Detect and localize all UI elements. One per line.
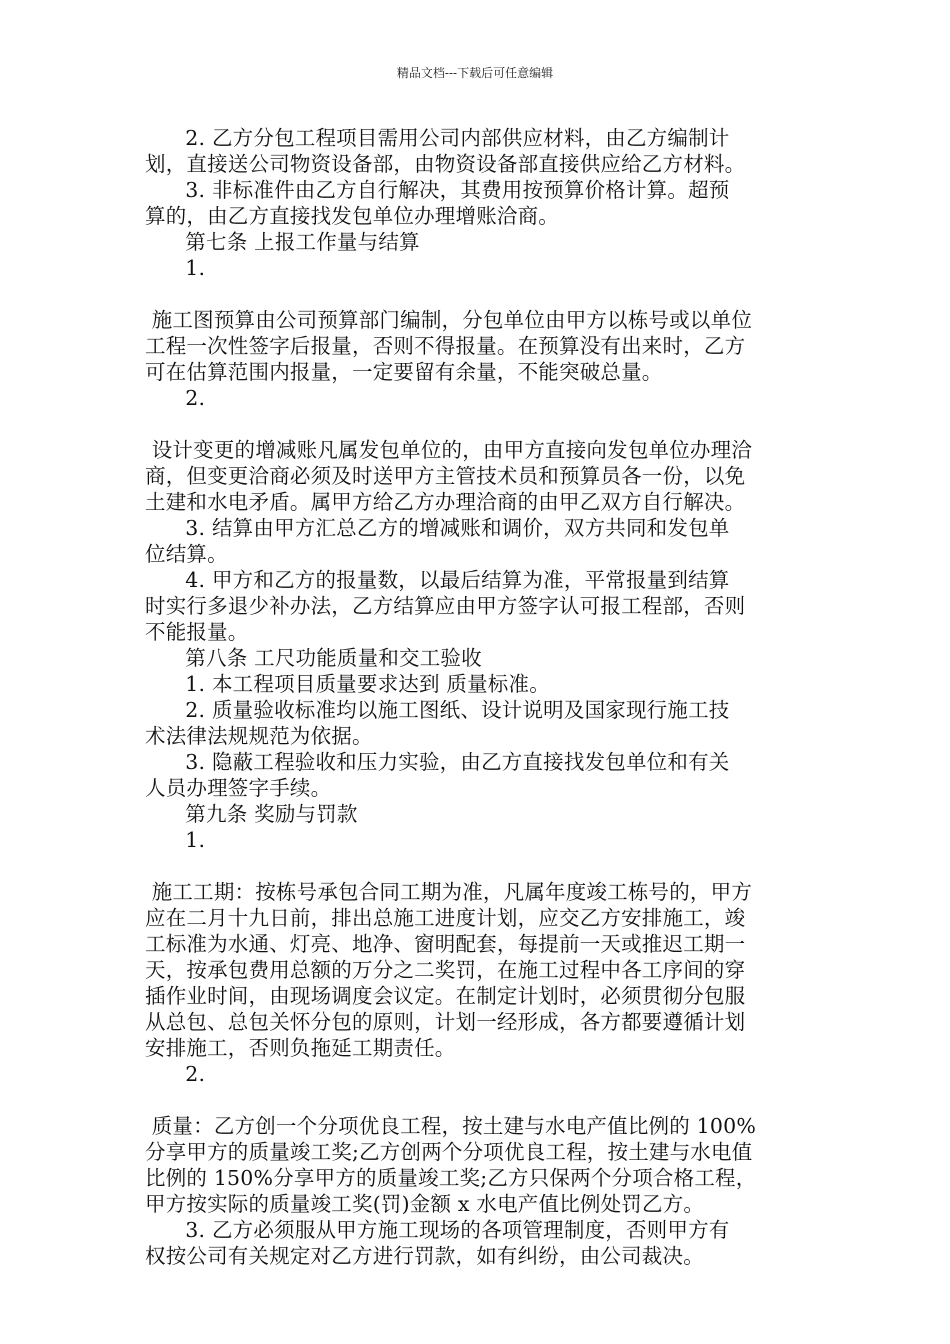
text-line: 工标准为水通、灯亮、地净、窗明配套，每提前一天或推迟工期一 — [145, 932, 746, 956]
text-line: 位结算。 — [145, 542, 228, 566]
text-line: 3. 结算由甲方汇总乙方的增减账和调价，双方共同和发包单 — [145, 516, 730, 540]
section-heading: 第八条 工尺功能质量和交工验收 — [145, 646, 482, 670]
text-line: 插作业时间，由现场调度会议定。在制定计划时，必须贯彻分包服 — [145, 984, 746, 1008]
item-number: 1. — [145, 828, 206, 852]
blank-line — [145, 1087, 810, 1113]
page-header: 精品文档---下载后可任意编辑 — [396, 66, 554, 80]
text-line: 1. 本工程项目质量要求达到 质量标准。 — [145, 672, 550, 696]
text-line: 人员办理签字手续。 — [145, 776, 332, 800]
text-line: 2. 乙方分包工程项目需用公司内部供应材料，由乙方编制计 — [145, 126, 730, 150]
text-line: 土建和水电矛盾。属甲方给乙方办理洽商的由甲乙双方自行解决。 — [145, 490, 746, 514]
blank-line — [145, 281, 810, 307]
text-line: 安排施工，否则负拖延工期责任。 — [145, 1036, 456, 1060]
section-heading: 第九条 奖励与罚款 — [145, 802, 358, 826]
item-number: 2. — [145, 386, 206, 410]
text-line: 施工工期：按栋号承包合同工期为准，凡属年度竣工栋号的，甲方 — [145, 880, 753, 904]
text-line: 术法律法规规范为依据。 — [145, 724, 373, 748]
text-line: 3. 隐蔽工程验收和压力实验，由乙方直接找发包单位和有关 — [145, 750, 730, 774]
text-line: 设计变更的增减账凡属发包单位的，由甲方直接向发包单位办理洽 — [145, 438, 753, 462]
blank-line — [145, 411, 810, 437]
text-line: 不能报量。 — [145, 620, 249, 644]
text-line: 比例的 150%分享甲方的质量竣工奖;乙方只保两个分项合格工程， — [145, 1166, 757, 1190]
text-line: 从总包、总包关怀分包的原则，计划一经形成，各方都要遵循计划 — [145, 1010, 746, 1034]
text-line: 工程一次性签字后报量，否则不得报量。在预算没有出来时，乙方 — [145, 334, 746, 358]
text-line: 3. 乙方必须服从甲方施工现场的各项管理制度，否则甲方有 — [145, 1218, 730, 1242]
item-number: 2. — [145, 1062, 206, 1086]
text-line: 天，按承包费用总额的万分之二奖罚，在施工过程中各工序间的穿 — [145, 958, 746, 982]
text-line: 分享甲方的质量竣工奖;乙方创两个分项优良工程，按土建与水电值 — [145, 1140, 753, 1164]
text-line: 商，但变更洽商必须及时送甲方主管技术员和预算员各一份，以免 — [145, 464, 746, 488]
document-body — [145, 125, 810, 1269]
text-line: 应在二月十九日前，排出总施工进度计划，应交乙方安排施工，竣 — [145, 906, 746, 930]
text-line: 4. 甲方和乙方的报量数，以最后结算为准，平常报量到结算 — [145, 568, 730, 592]
section-heading: 第七条 上报工作量与结算 — [145, 230, 420, 254]
text-line: 施工图预算由公司预算部门编制，分包单位由甲方以栋号或以单位 — [145, 308, 753, 332]
text-line: 3. 非标准件由乙方自行解决，其费用按预算价格计算。超预 — [145, 178, 730, 202]
text-line: 划，直接送公司物资设备部，由物资设备部直接供应给乙方材料。 — [145, 152, 746, 176]
text-line: 质量：乙方创一个分项优良工程，按土建与水电产值比例的 100% — [145, 1114, 757, 1138]
item-number: 1. — [145, 256, 206, 280]
text-line: 权按公司有关规定对乙方进行罚款，如有纠纷，由公司裁决。 — [145, 1244, 704, 1268]
text-line: 2. 质量验收标准均以施工图纸、设计说明及国家现行施工技 — [145, 698, 730, 722]
text-line: 时实行多退少补办法，乙方结算应由甲方签字认可报工程部，否则 — [145, 594, 746, 618]
text-line: 可在估算范围内报量，一定要留有余量，不能突破总量。 — [145, 360, 663, 384]
text-line: 算的，由乙方直接找发包单位办理增账洽商。 — [145, 204, 559, 228]
text-line: 甲方按实际的质量竣工奖(罚)金额 x 水电产值比例处罚乙方。 — [145, 1192, 705, 1216]
blank-line — [145, 853, 810, 879]
